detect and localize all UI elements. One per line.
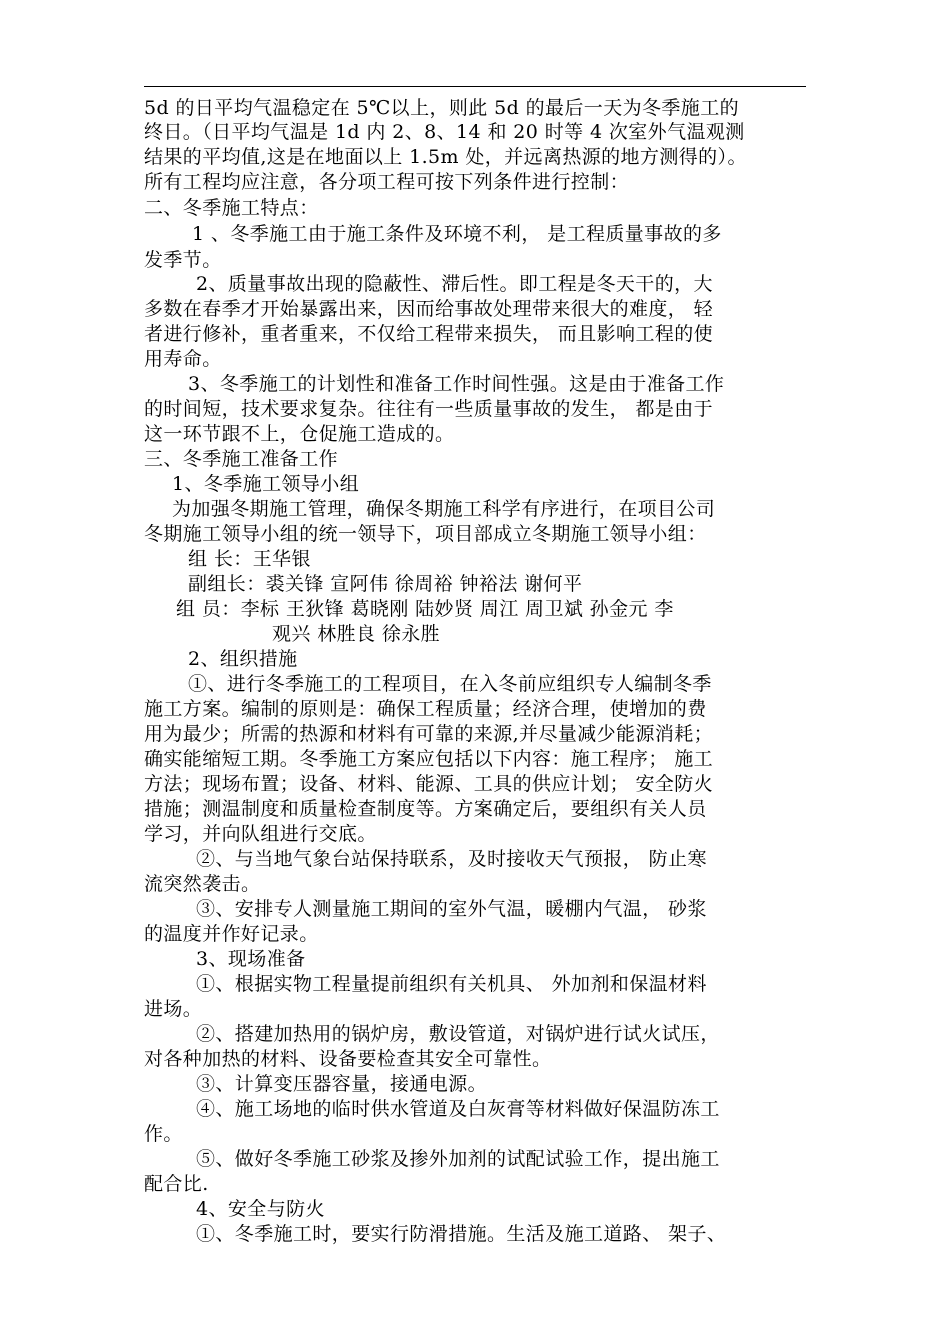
subsection-heading: 4、安全与防火 — [196, 1198, 325, 1220]
text-line: ①、冬季施工时，要实行防滑措施。生活及施工道路、 架子、 — [196, 1223, 727, 1245]
text-line: 配合比. — [144, 1173, 209, 1195]
text-line: ①、进行冬季施工的工程项目，在入冬前应组织专人编制冬季 — [188, 673, 712, 695]
text-line: 结果的平均值,这是在地面以上 1.5m 处，并远离热源的地方测得的）。 — [144, 146, 747, 168]
text-line: 措施；测温制度和质量检查制度等。方案确定后，要组织有关人员 — [144, 798, 707, 820]
subsection-heading: 3、现场准备 — [196, 948, 306, 970]
team-members-line: 组 员：李标 王狄锋 葛晓刚 陆妙贤 周江 周卫斌 孙金元 李 — [176, 598, 674, 620]
text-line: 用为最少；所需的热源和材料有可靠的来源,并尽量减少能源消耗； — [144, 723, 714, 745]
text-line: 进场。 — [144, 998, 203, 1020]
text-line: ②、搭建加热用的锅炉房，敷设管道，对锅炉进行试火试压， — [196, 1023, 720, 1045]
team-members-line: 观兴 林胜良 徐永胜 — [272, 623, 441, 645]
subsection-heading: 1、冬季施工领导小组 — [172, 473, 360, 495]
text-line: 多数在春季才开始暴露出来，因而给事故处理带来很大的难度， 轻 — [144, 298, 714, 320]
text-line: 学习，并向队组进行交底。 — [144, 823, 377, 845]
text-line: 3、冬季施工的计划性和准备工作时间性强。这是由于准备工作 — [188, 373, 725, 395]
subsection-heading: 2、组织措施 — [188, 648, 298, 670]
text-line: ②、与当地气象台站保持联系，及时接收天气预报， 防止寒 — [196, 848, 707, 870]
text-line: 所有工程均应注意，各分项工程可按下列条件进行控制： — [144, 171, 630, 193]
text-line: 5d 的日平均气温稳定在 5℃以上，则此 5d 的最后一天为冬季施工的 — [144, 97, 740, 119]
section-heading: 三、冬季施工准备工作 — [144, 448, 339, 470]
text-line: 冬期施工领导小组的统一领导下，项目部成立冬期施工领导小组： — [144, 523, 707, 545]
text-line: 对各种加热的材料、设备要检查其安全可靠性。 — [144, 1048, 552, 1070]
text-line: 者进行修补，重者重来，不仅给工程带来损失， 而且影响工程的使 — [144, 323, 714, 345]
text-line: ③、安排专人测量施工期间的室外气温，暖棚内气温， 砂浆 — [196, 898, 707, 920]
text-line: 发季节。 — [144, 249, 222, 271]
text-line: 作。 — [144, 1123, 183, 1145]
text-line: ①、根据实物工程量提前组织有关机具、 外加剂和保温材料 — [196, 973, 707, 995]
text-line: 2、质量事故出现的隐蔽性、滞后性。即工程是冬天干的，大 — [196, 273, 713, 295]
text-line: 这一环节跟不上，仓促施工造成的。 — [144, 423, 455, 445]
text-line: 的温度并作好记录。 — [144, 923, 319, 945]
text-line: ⑤、做好冬季施工砂浆及掺外加剂的试配试验工作，提出施工 — [196, 1148, 720, 1170]
team-leader-line: 组 长：王华银 — [188, 548, 311, 570]
text-line: 方法；现场布置；设备、材料、能源、工具的供应计划； 安全防火 — [144, 773, 714, 795]
team-deputy-line: 副组长：裘关锋 宣阿伟 徐周裕 钟裕法 谢何平 — [188, 573, 583, 595]
text-line: ④、施工场地的临时供水管道及白灰膏等材料做好保温防冻工 — [196, 1098, 720, 1120]
text-line: 1 、冬季施工由于施工条件及环境不利， 是工程质量事故的多 — [192, 223, 722, 245]
text-line: 确实能缩短工期。冬季施工方案应包括以下内容：施工程序； 施工 — [144, 748, 714, 770]
text-line: 为加强冬期施工管理，确保冬期施工科学有序进行，在项目公司 — [172, 498, 716, 520]
text-line: 终日。（日平均气温是 1d 内 2、8、14 和 20 时等 4 次室外气温观测 — [144, 121, 745, 143]
section-heading: 二、冬季施工特点： — [144, 197, 319, 219]
text-line: 用寿命。 — [144, 348, 222, 370]
text-line: ③、计算变压器容量，接通电源。 — [196, 1073, 488, 1095]
text-line: 施工方案。编制的原则是：确保工程质量；经济合理，使增加的费 — [144, 698, 707, 720]
text-line: 流突然袭击。 — [144, 873, 261, 895]
text-line: 的时间短，技术要求复杂。往往有一些质量事故的发生， 都是由于 — [144, 398, 714, 420]
